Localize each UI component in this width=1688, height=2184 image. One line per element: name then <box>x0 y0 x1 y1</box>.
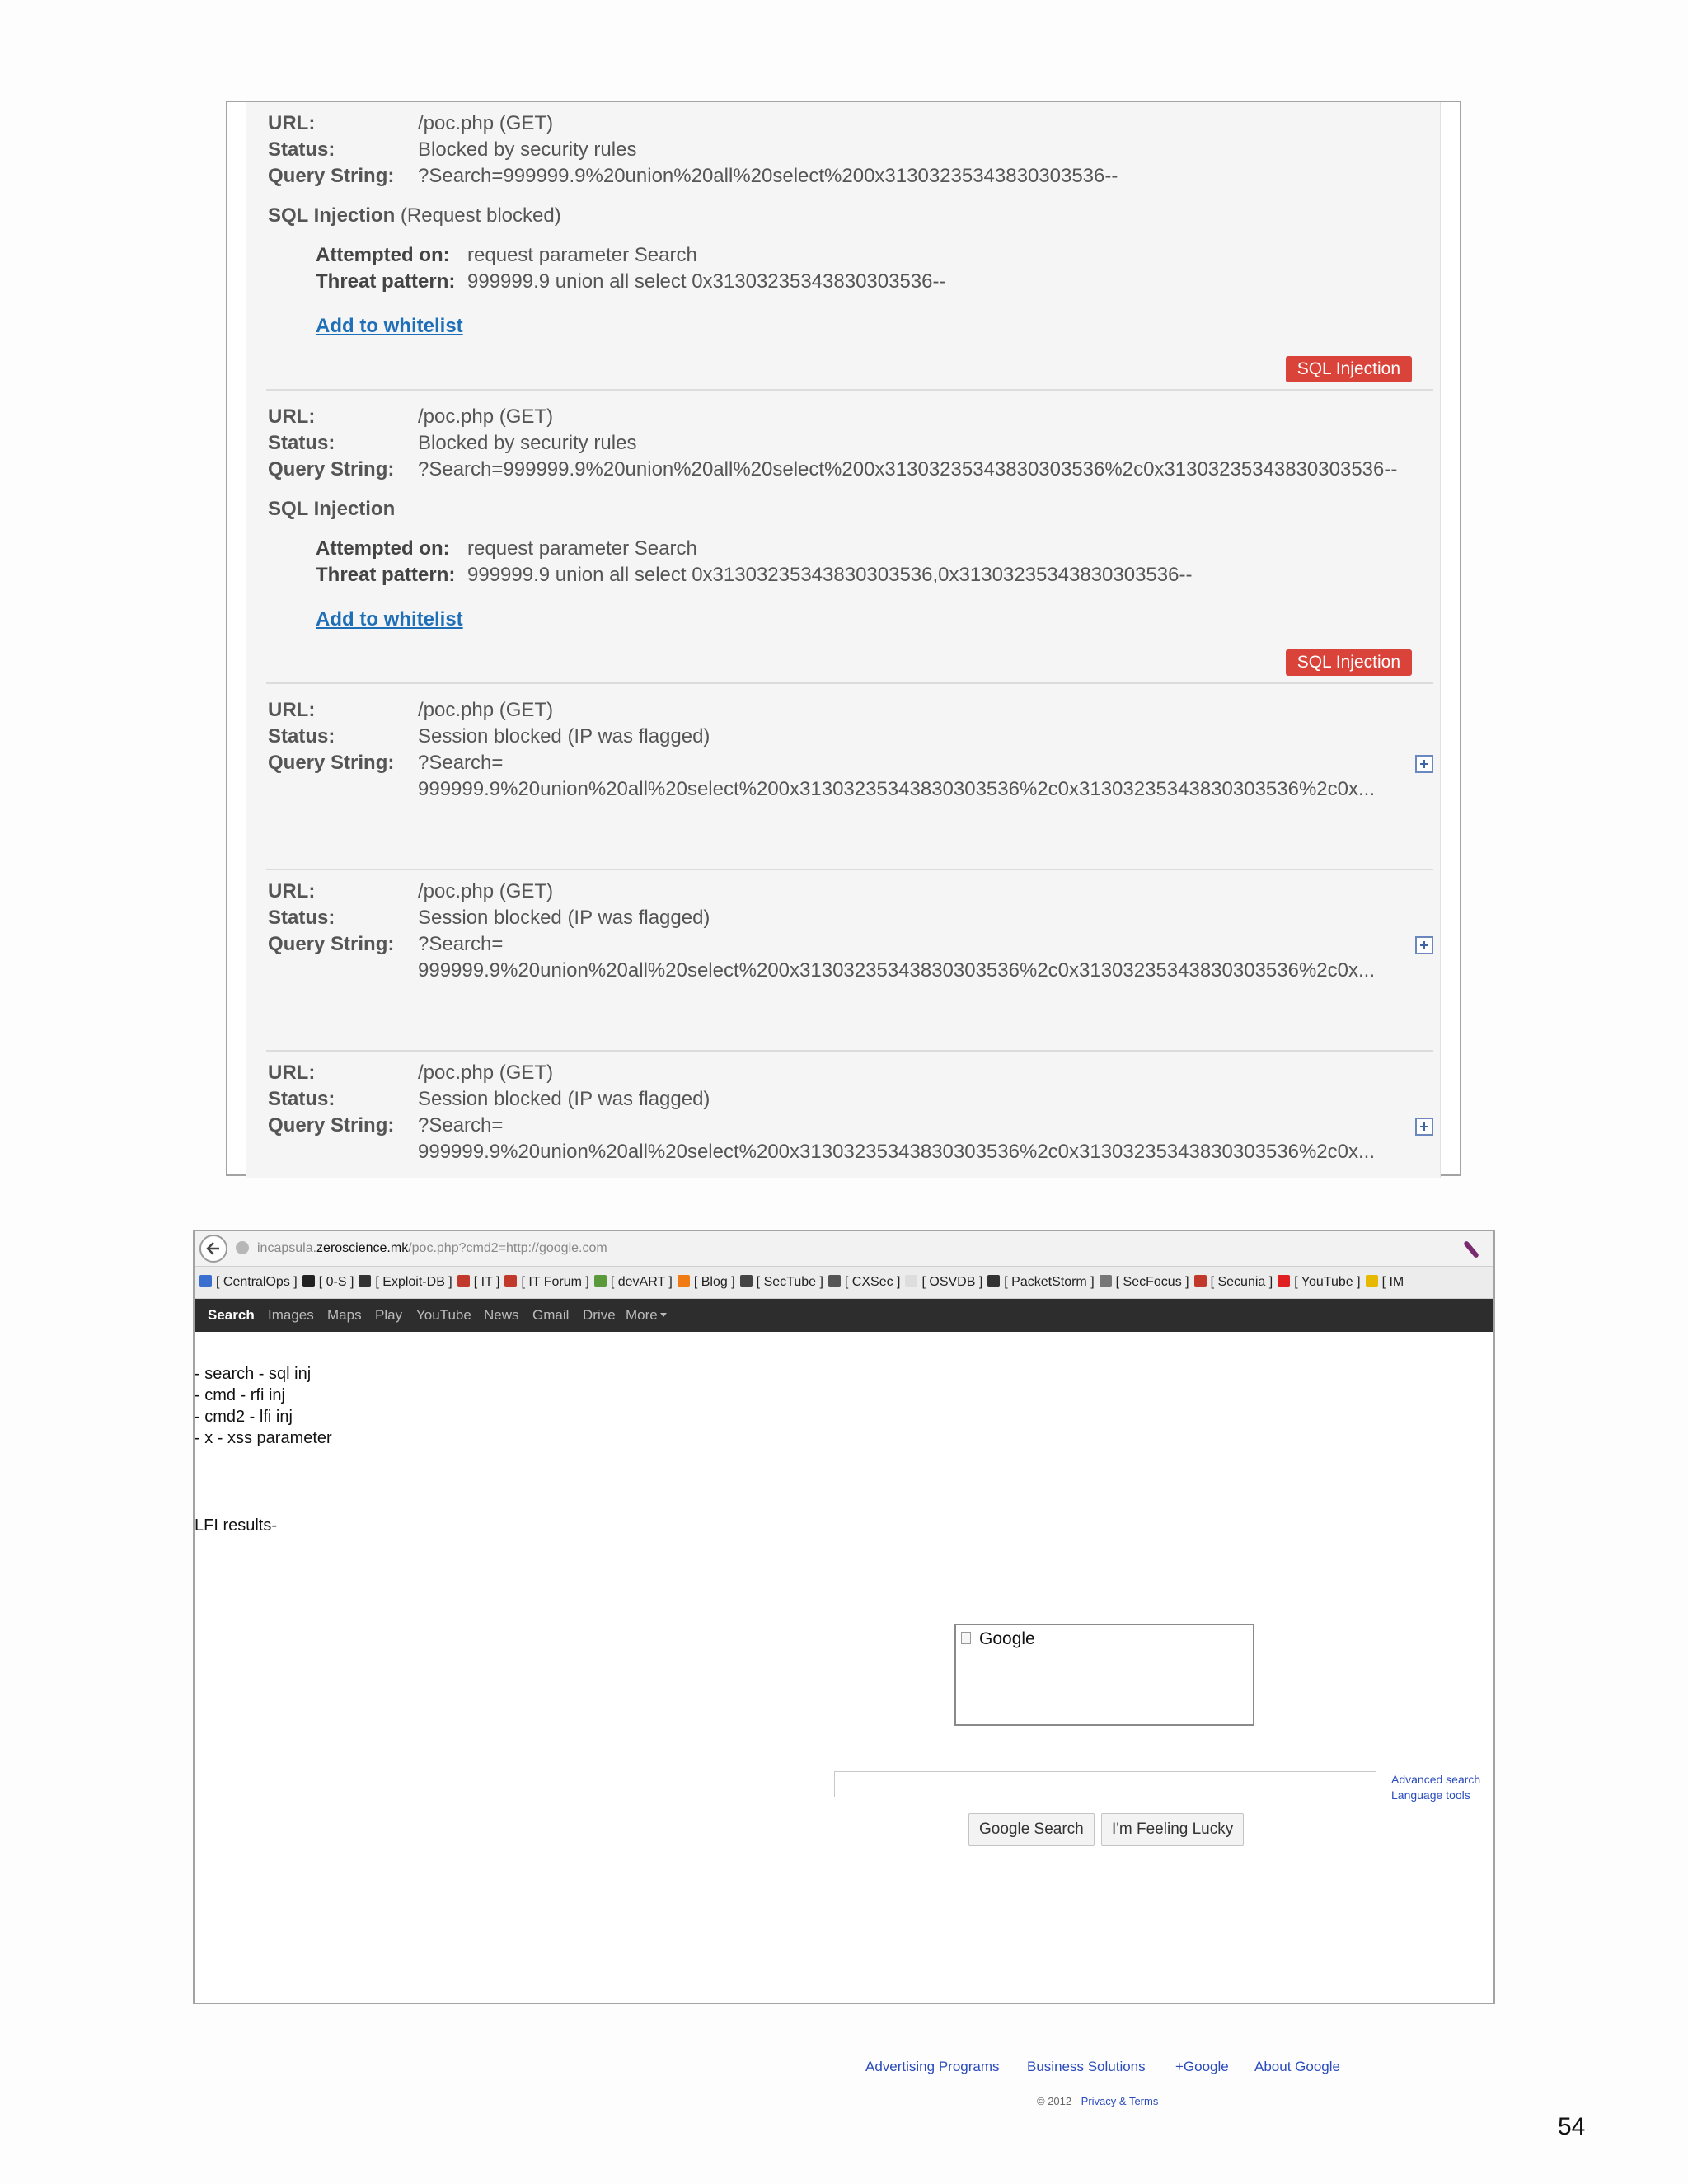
bookmark-item[interactable] <box>987 1267 1094 1298</box>
query-value: ?Search=999999.9%20union%20all%20select%200x31303235343830303536%2c0x31303235343830303536-- <box>418 458 1398 480</box>
google-nav-bar <box>195 1299 1493 1332</box>
bookmark-label: [ SecFocus ] <box>1115 1275 1189 1289</box>
sql-injection-badge: SQL Injection <box>1286 649 1412 676</box>
bookmark-item[interactable] <box>359 1267 452 1298</box>
bookmark-favicon-icon <box>302 1275 315 1287</box>
bookmark-label: [ CXSec ] <box>844 1275 901 1289</box>
attempted-on-label: Attempted on: <box>316 537 450 560</box>
bookmark-item[interactable] <box>504 1267 588 1298</box>
footer-link-plus-google[interactable]: +Google <box>1175 2059 1229 2074</box>
url-label: URL: <box>268 1062 316 1084</box>
url-path: /poc.php?cmd2=http://google.com <box>408 1241 607 1255</box>
threat-pattern-value: 999999.9 union all select 0x31303235343830303536,0x31303235343830303536-- <box>467 564 1193 586</box>
security-log-panel <box>246 102 1441 1178</box>
gnav-drive[interactable]: Drive <box>583 1307 616 1323</box>
gnav-maps[interactable]: Maps <box>327 1307 362 1323</box>
query-label: Query String: <box>268 458 395 480</box>
bookmark-label: [ devART ] <box>610 1275 673 1289</box>
bookmark-favicon-icon <box>678 1275 690 1287</box>
sql-injection-badge: SQL Injection <box>1286 356 1412 382</box>
gnav-gmail[interactable]: Gmail <box>532 1307 570 1323</box>
violation-title <box>268 496 395 523</box>
bookmark-favicon-icon <box>905 1275 917 1287</box>
bookmark-item[interactable] <box>828 1267 901 1298</box>
log-entry <box>246 689 1440 870</box>
threat-pattern-label: Threat pattern: <box>316 564 456 586</box>
bookmark-label: [ SecTube ] <box>756 1275 823 1289</box>
expand-icon[interactable] <box>1415 755 1433 773</box>
security-log-screenshot <box>226 101 1461 1176</box>
back-arrow-icon <box>206 1241 221 1256</box>
url-value: /poc.php (GET) <box>418 112 554 134</box>
bookmark-favicon-icon <box>457 1275 470 1287</box>
log-entry <box>246 102 1440 391</box>
log-entry <box>246 870 1440 1052</box>
copyright-text: © 2012 - <box>1037 2095 1081 2107</box>
gnav-images[interactable]: Images <box>268 1307 314 1323</box>
bookmark-favicon-icon <box>199 1275 212 1287</box>
bookmark-label: [ IT Forum ] <box>521 1275 589 1289</box>
url-label: URL: <box>268 112 316 134</box>
param-line: - x - xss parameter <box>195 1429 332 1447</box>
violation-name: SQL Injection <box>268 498 396 520</box>
bookmark-item[interactable] <box>1366 1267 1404 1298</box>
feeling-lucky-button[interactable]: I'm Feeling Lucky <box>1101 1813 1244 1846</box>
url-label: URL: <box>268 880 316 902</box>
add-to-whitelist-link[interactable]: Add to whitelist <box>316 315 463 337</box>
add-to-whitelist-link[interactable]: Add to whitelist <box>316 608 463 630</box>
status-label: Status: <box>268 138 335 161</box>
url-label: URL: <box>268 699 316 721</box>
bookmark-item[interactable] <box>457 1267 500 1298</box>
status-label: Status: <box>268 907 335 929</box>
language-tools-link[interactable]: Language tools <box>1391 1788 1470 1802</box>
param-line: - cmd - rfi inj <box>195 1386 285 1404</box>
query-continuation: 999999.9%20union%20all%20select%200x31303235343830303536%2c0x31303235343830303536%2c0x... <box>418 778 1375 800</box>
query-value: ?Search=999999.9%20union%20all%20select%200x31303235343830303536-- <box>418 165 1118 187</box>
expand-icon[interactable] <box>1415 936 1433 954</box>
param-line: - cmd2 - lfi inj <box>195 1408 293 1426</box>
gnav-youtube[interactable]: YouTube <box>416 1307 471 1323</box>
violation-note: (Request blocked) <box>395 204 561 227</box>
violation-name: SQL Injection <box>268 204 396 227</box>
attempted-on-value: request parameter Search <box>467 537 697 560</box>
bookmark-favicon-icon <box>1278 1275 1290 1287</box>
gnav-play[interactable]: Play <box>375 1307 403 1323</box>
threat-pattern-value: 999999.9 union all select 0x31303235343830303536-- <box>467 270 946 293</box>
gnav-search[interactable]: Search <box>208 1307 255 1323</box>
url-label: URL: <box>268 405 316 428</box>
param-line: - search - sql inj <box>195 1365 312 1383</box>
query-label: Query String: <box>268 165 395 187</box>
logo-alt-text: Google <box>979 1629 1035 1648</box>
query-value: ?Search= <box>418 752 504 774</box>
entry-divider <box>266 389 1433 391</box>
footer-link-about[interactable]: About Google <box>1254 2059 1340 2074</box>
bookmark-favicon-icon <box>1194 1275 1207 1287</box>
bookmark-item[interactable] <box>678 1267 735 1298</box>
status-value: Session blocked (IP was flagged) <box>418 907 710 929</box>
bookmark-item[interactable] <box>1194 1267 1273 1298</box>
bookmark-item[interactable] <box>1100 1267 1189 1298</box>
bookmark-label: [ PacketStorm ] <box>1004 1275 1095 1289</box>
log-entry <box>246 1052 1440 1178</box>
bookmark-label: [ 0-S ] <box>318 1275 354 1289</box>
bookmark-favicon-icon <box>987 1275 1000 1287</box>
google-logo <box>954 1624 1254 1726</box>
bookmark-item[interactable] <box>1278 1267 1360 1298</box>
bookmark-label: [ Exploit-DB ] <box>375 1275 452 1289</box>
bookmark-label: [ OSVDB ] <box>921 1275 983 1289</box>
bookmark-label: [ YouTube ] <box>1294 1275 1361 1289</box>
bookmark-favicon-icon <box>1100 1275 1112 1287</box>
status-value: Blocked by security rules <box>418 432 637 454</box>
bookmark-item[interactable] <box>199 1267 298 1298</box>
violation-title <box>268 203 561 229</box>
query-label: Query String: <box>268 1114 395 1137</box>
bookmark-favicon-icon <box>594 1275 607 1287</box>
address-bar[interactable] <box>195 1231 1493 1267</box>
log-entry <box>246 396 1440 684</box>
footer-link-business[interactable]: Business Solutions <box>1027 2059 1146 2074</box>
bookmark-label: [ IM <box>1381 1275 1404 1289</box>
url-value: /poc.php (GET) <box>418 699 554 721</box>
url-text[interactable] <box>257 1231 607 1266</box>
back-button[interactable] <box>199 1235 227 1263</box>
search-input[interactable] <box>834 1771 1376 1797</box>
advanced-search-link[interactable]: Advanced search <box>1391 1773 1481 1786</box>
query-value: ?Search= <box>418 933 504 955</box>
threat-pattern-label: Threat pattern: <box>316 270 456 293</box>
url-value: /poc.php (GET) <box>418 405 554 428</box>
bookmark-item[interactable] <box>740 1267 823 1298</box>
status-label: Status: <box>268 1088 335 1110</box>
bookmark-label: [ Blog ] <box>693 1275 735 1289</box>
entry-divider <box>266 682 1433 684</box>
status-value: Session blocked (IP was flagged) <box>418 725 710 748</box>
gnav-more-label: More <box>626 1307 658 1323</box>
bookmark-item[interactable] <box>905 1267 982 1298</box>
privacy-terms-link[interactable]: Privacy & Terms <box>1081 2095 1159 2107</box>
feather-icon[interactable] <box>1463 1240 1479 1258</box>
bookmark-label: [ CentralOps ] <box>216 1275 298 1289</box>
url-domain: zeroscience.mk <box>316 1241 409 1255</box>
status-value: Session blocked (IP was flagged) <box>418 1088 710 1110</box>
footer-link-advertising[interactable]: Advertising Programs <box>865 2059 1000 2074</box>
gnav-more[interactable] <box>626 1299 667 1332</box>
bookmark-label: [ Secunia ] <box>1210 1275 1273 1289</box>
browser-screenshot <box>193 1230 1495 2107</box>
bookmark-label: [ IT ] <box>473 1275 500 1289</box>
query-label: Query String: <box>268 752 395 774</box>
query-value: ?Search= <box>418 1114 504 1137</box>
url-prefix: incapsula. <box>257 1241 317 1255</box>
bookmark-favicon-icon <box>1366 1275 1378 1287</box>
bookmark-favicon-icon <box>359 1275 371 1287</box>
url-value: /poc.php (GET) <box>418 880 554 902</box>
status-label: Status: <box>268 725 335 748</box>
status-label: Status: <box>268 432 335 454</box>
page-number: 54 <box>1558 2113 1586 2140</box>
bookmark-item[interactable] <box>302 1267 354 1298</box>
bookmark-favicon-icon <box>740 1275 753 1287</box>
attempted-on-value: request parameter Search <box>467 244 697 266</box>
bookmarks-bar <box>195 1267 1493 1299</box>
query-label: Query String: <box>268 933 395 955</box>
attempted-on-label: Attempted on: <box>316 244 450 266</box>
expand-icon[interactable] <box>1415 1118 1433 1136</box>
bookmark-favicon-icon <box>828 1275 841 1287</box>
google-search-button[interactable]: Google Search <box>968 1813 1095 1846</box>
url-value: /poc.php (GET) <box>418 1062 554 1084</box>
broken-image-icon <box>961 1632 971 1644</box>
status-value: Blocked by security rules <box>418 138 637 161</box>
bookmark-item[interactable] <box>594 1267 673 1298</box>
gnav-news[interactable]: News <box>484 1307 519 1323</box>
chevron-down-icon <box>660 1313 667 1317</box>
bookmark-favicon-icon <box>504 1275 517 1287</box>
copyright-notice <box>1037 2095 1158 2107</box>
query-continuation: 999999.9%20union%20all%20select%200x31303235343830303536%2c0x31303235343830303536%2c0x... <box>418 959 1375 982</box>
globe-icon <box>236 1241 249 1254</box>
lfi-results-label: LFI results- <box>195 1516 278 1535</box>
query-continuation: 999999.9%20union%20all%20select%200x31303235343830303536%2c0x31303235343830303536%2c0x... <box>418 1141 1375 1163</box>
